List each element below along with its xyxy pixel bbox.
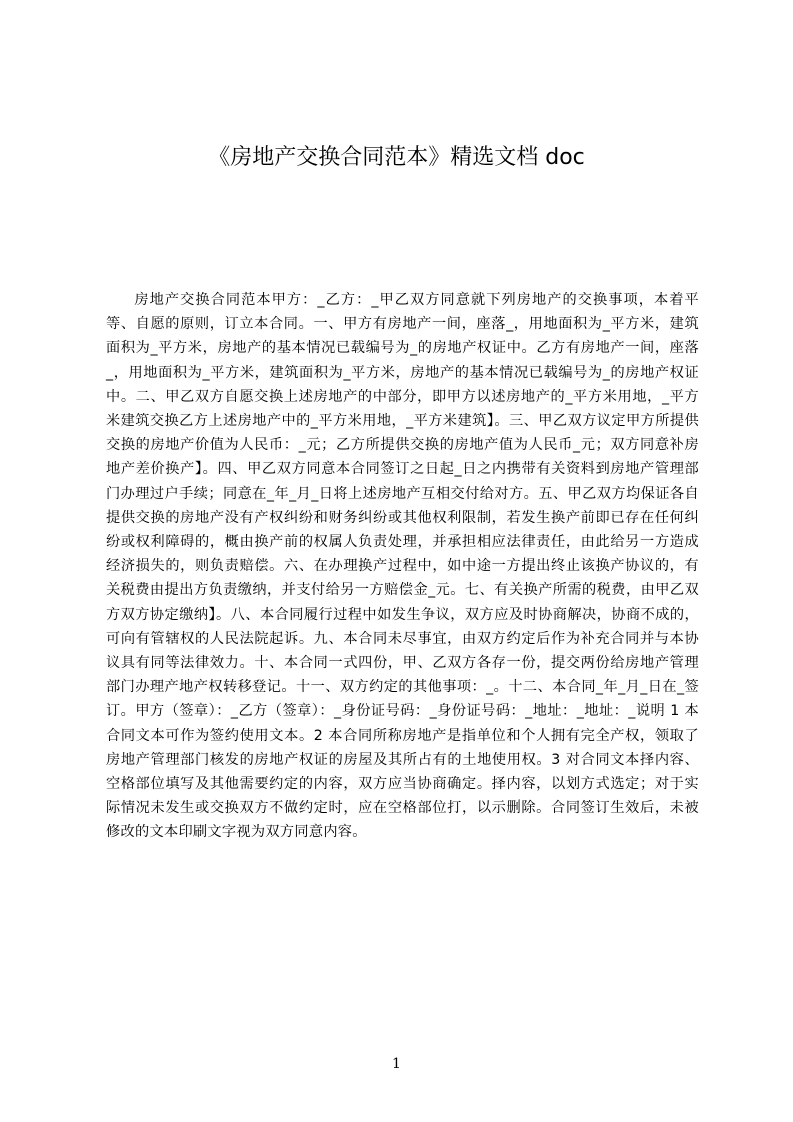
page-number: 1 <box>392 1056 401 1072</box>
document-title: 《房地产交换合同范本》精选文档 doc <box>208 145 585 170</box>
document-body-paragraph: 房地产交换合同范本甲方：_乙方：_甲乙双方同意就下列房地产的交换事项，本着平等、自愿的原则，订立本合同。一、甲方有房地产一间，座落_，用地面积为_平方米，建筑面积为_平方米，房地产的基本情况已载编号为_的房地产权证中。乙方有房地产一间，座落_，用地面积为_平方米，建筑面积为_平方米，房地产的基本情况已载编号为_的房地产权证中。二、甲乙双方自愿交换上述房地产的中部分，即甲方以述房地产的_平方米用地，_平方米建筑交换乙方上述房地产中的_平方米用地，_平方米建筑】。三、甲乙双方议定甲方所提供交换的房地产价值为人民币：_元；乙方所提供交换的房地产值为人民币_元；双方同意补房地产差价换产】。四、甲乙双方同意本合同签订之日起_日之内携带有关资料到房地产管理部门办理过户手续；同意在_年_月_日将上述房地产互相交付给对方。五、甲乙双方均保证各自提供交换的房地产没有产权纠纷和财务纠纷或其他权利限制，若发生换产前即已存在任何纠纷或权利障碍的，概由换产前的权属人负责处理，并承担相应法律责任，由此给另一方造成经济损失的，则负责赔偿。六、在办理换产过程中，如中途一方提出终止该换产协议的，有关税费由提出方负责缴纳，并支付给另一方赔偿金_元。七、有关换产所需的税费，由甲乙双方双方协定缴纳】。八、本合同履行过程中如发生争议，双方应及时协商解决，协商不成的，可向有管辖权的人民法院起诉。九、本合同未尽事宜，由双方约定后作为补充合同并与本协议具有同等法律效力。十、本合同一式四份，甲、乙双方各存一份，提交两份给房地产管理部门办理产地产权转移登记。十一、双方约定的其他事项：_。十二、本合同_年_月_日在_签订。甲方（签章）：_乙方（签章）：_身份证号码：_身份证号码：_地址：_地址：_说明 1 本合同文本可作为签约使用文本。2 本合同所称房地产是指单位和个人拥有完全产权，领取了房地产管理部门核发的房地产权证的房屋及其所占有的土地使用权。3 对合同文本择内容、空格部位填写及其他需要约定的内容，双方应当协商确定。择内容，以划方式选定；对于实际情况未发生或交换双方不做约定时，应在空格部位打，以示删除。合同签订生效后，未被修改的文本印刷文字视为双方同意内容。 <box>106 292 699 841</box>
